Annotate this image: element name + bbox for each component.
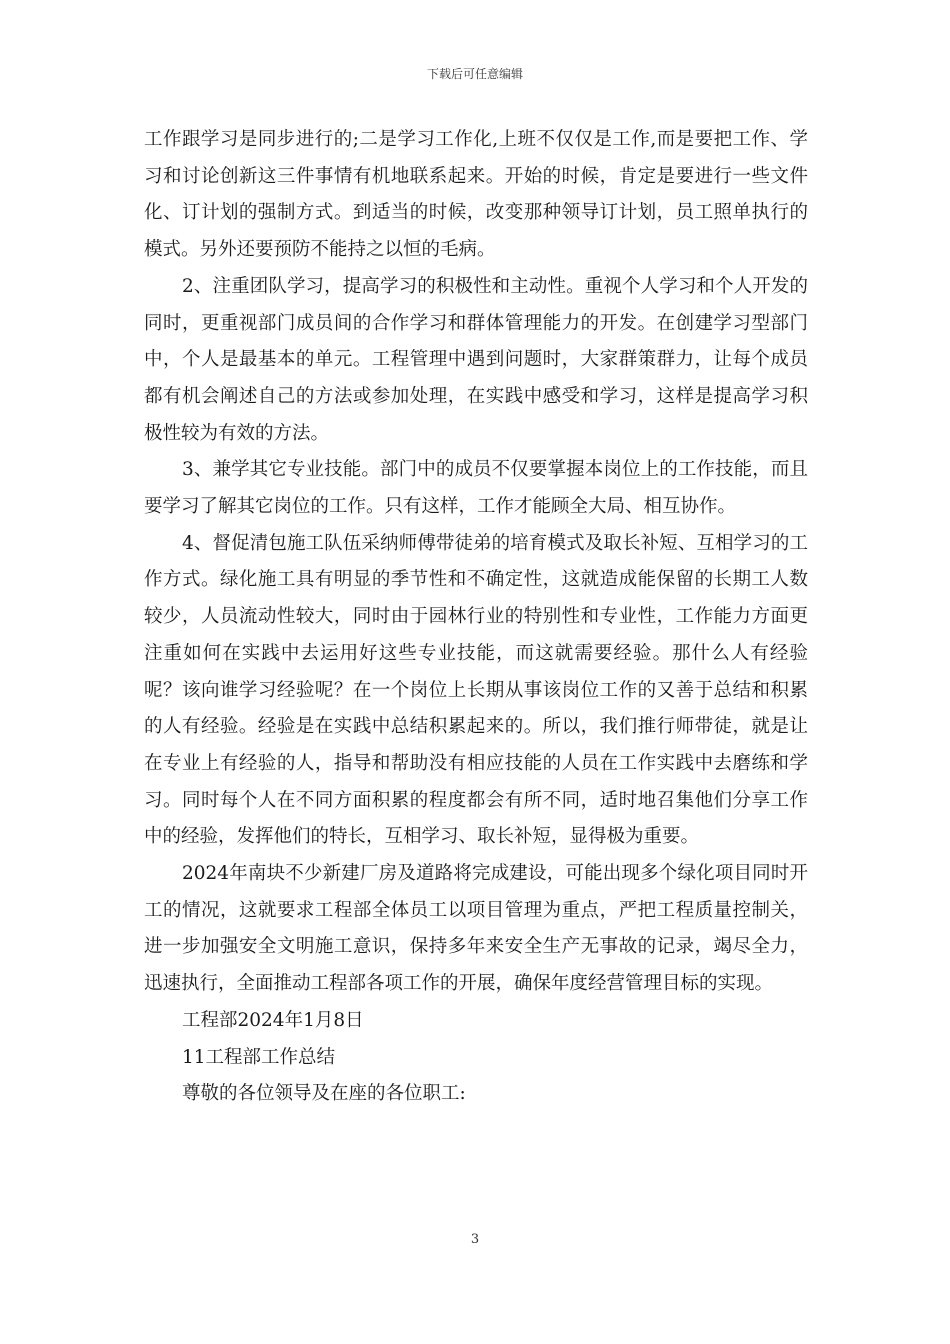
paragraph-outlook-2024: 2024年南块不少新建厂房及道路将完成建设，可能出现多个绿化项目同时开工的情况，这就要求工程部全体员工以项目管理为重点，严把工程质量控制关，进一步加强安全文明施工意识，保持多年来安全生产无事故的记录，竭尽全力，迅速执行，全面推动工程部各项工作的开展，确保年度经营管理目标的实现。: [144, 863, 808, 995]
document-body: [144, 122, 808, 1113]
salutation: 尊敬的各位领导及在座的各位职工:: [182, 1083, 466, 1105]
paragraph-continuation: 工作跟学习是同步进行的;二是学习工作化,上班不仅仅是工作,而是要把工作、学习和讨论创新这三件事情有机地联系起来。开始的时候，肯定是要进行一些文件化、订计划的强制方式。到适当的时候，改变那种领导订计划，员工照单执行的模式。另外还要预防不能持之以恒的毛病。: [144, 129, 808, 261]
paragraph-item-3: 3、兼学其它专业技能。部门中的成员不仅要掌握本岗位上的工作技能，而且要学习了解其它岗位的工作。只有这样，工作才能顾全大局、相互协作。: [144, 459, 808, 518]
paragraph-item-4: 4、督促清包施工队伍采纳师傅带徒弟的培育模式及取长补短、互相学习的工作方式。绿化施工具有明显的季节性和不确定性，这就造成能保留的长期工人数较少，人员流动性较大，同时由于园林行业的特别性和专业性，工作能力方面更注重如何在实践中去运用好这些专业技能，而这就需要经验。那什么人有经验呢？该向谁学习经验呢？在一个岗位上长期从事该岗位工作的又善于总结和积累的人有经验。经验是在实践中总结积累起来的。所以，我们推行师带徒，就是让在专业上有经验的人，指导和帮助没有相应技能的人员在工作实践中去磨练和学习。同时每个人在不同方面积累的程度都会有所不同，适时地召集他们分享工作中的经验，发挥他们的特长，互相学习、取长补短，显得极为重要。: [144, 532, 808, 848]
signature-date: 工程部2024年1月8日: [182, 1009, 364, 1031]
section-title: 11工程部工作总结: [182, 1046, 336, 1068]
paragraph-item-2: 2、注重团队学习，提高学习的积极性和主动性。重视个人学习和个人开发的同时，更重视部门成员间的合作学习和群体管理能力的开发。在创建学习型部门中，个人是最基本的单元。工程管理中遇到问题时，大家群策群力，让每个成员都有机会阐述自己的方法或参加处理，在实践中感受和学习，这样是提高学习积极性较为有效的方法。: [144, 275, 808, 444]
page-number: 3: [470, 1232, 480, 1247]
page-header: 下载后可任意编辑: [426, 67, 523, 81]
